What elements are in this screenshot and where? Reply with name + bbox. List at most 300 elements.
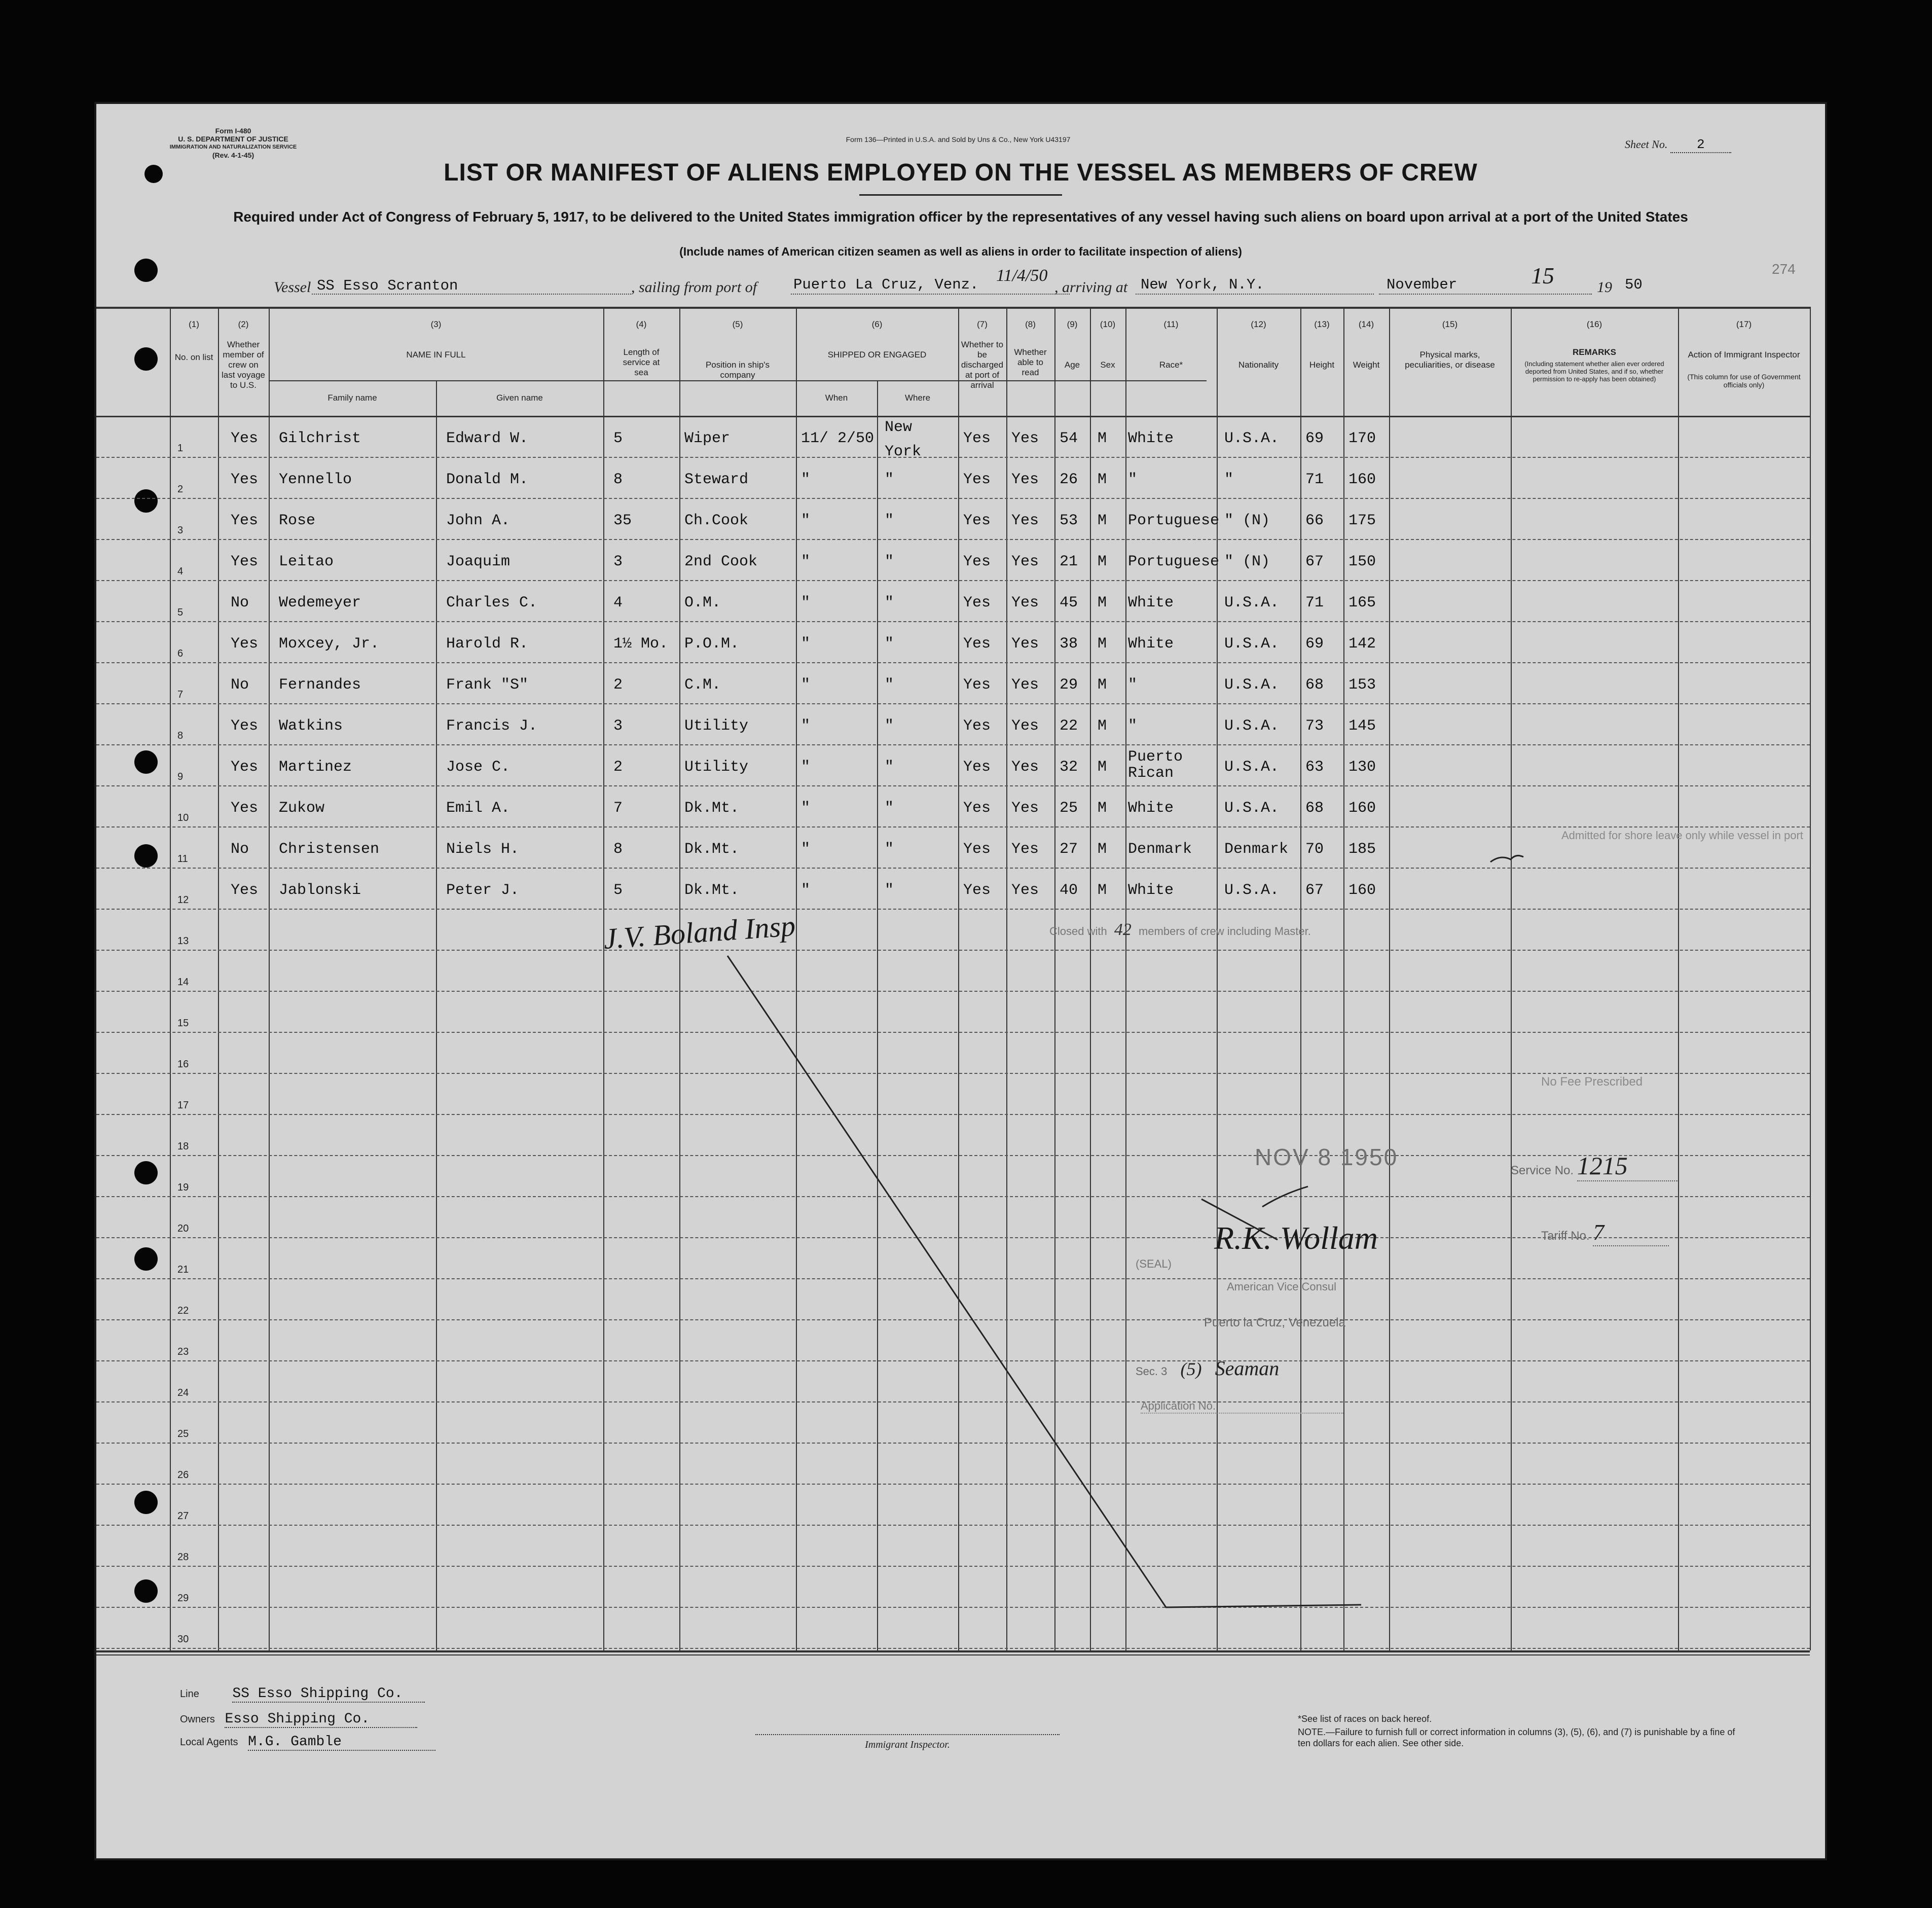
col-header-family: Family name: [327, 393, 377, 403]
height-cell: 66: [1305, 512, 1324, 529]
given-name-cell: Frank "S": [446, 676, 529, 694]
row-number: 13: [177, 935, 189, 947]
position-cell: C.M.: [684, 676, 721, 694]
able-to-read-cell: Yes: [1011, 553, 1039, 570]
able-to-read-cell: Yes: [1011, 635, 1039, 653]
row-number: 6: [177, 648, 184, 659]
shipped-when-cell: ": [801, 800, 811, 817]
last-voyage-cell: No: [231, 841, 249, 858]
shipped-where-cell: ": [885, 800, 894, 817]
able-to-read-cell: Yes: [1011, 594, 1039, 611]
height-cell: 67: [1305, 553, 1324, 570]
family-name-cell: Wedemeyer: [279, 594, 361, 611]
col-header-remarks-note: (Including statement whether alien ever ordered deported from United States, and if so, whether permission to re-apply has been obtained): [1524, 360, 1664, 383]
row-number: 4: [177, 566, 184, 577]
row-number: 24: [177, 1387, 189, 1398]
able-to-read-cell: Yes: [1011, 717, 1039, 735]
weight-cell: 142: [1348, 635, 1376, 653]
given-name-cell: Edward W.: [446, 430, 529, 447]
agents-label: Local Agents: [180, 1737, 238, 1748]
service-cell: 7: [613, 800, 623, 817]
row-number: 1: [177, 443, 184, 454]
position-cell: Dk.Mt.: [684, 882, 740, 899]
shipped-when-cell: 11/ 2/50: [801, 430, 874, 447]
age-cell: 29: [1060, 676, 1078, 694]
shipped-when-cell: ": [801, 676, 811, 694]
last-voyage-cell: Yes: [231, 635, 259, 653]
discharged-cell: Yes: [963, 717, 991, 735]
col-header-last-voyage: Whether member of crew on last voyage to U.S.: [222, 340, 265, 390]
col-number: (13): [1314, 319, 1330, 329]
age-cell: 40: [1060, 882, 1078, 899]
col-number: (7): [977, 319, 988, 329]
no-fee-stamp: No Fee Prescribed: [1541, 1075, 1643, 1089]
weight-cell: 160: [1348, 882, 1376, 899]
discharged-cell: Yes: [963, 676, 991, 694]
nationality-cell: U.S.A.: [1224, 594, 1280, 611]
shipped-where-cell: ": [885, 635, 894, 653]
arrival-year: 50: [1625, 276, 1643, 293]
last-voyage-cell: Yes: [231, 882, 259, 899]
col-header-action: Action of Immigrant Inspector: [1688, 350, 1800, 359]
age-cell: 25: [1060, 800, 1078, 817]
row-number: 11: [177, 853, 188, 865]
sex-cell: M: [1098, 759, 1107, 776]
service-cell: 35: [613, 512, 632, 529]
col-number: (2): [238, 319, 249, 329]
given-name-cell: Peter J.: [446, 882, 520, 899]
position-cell: Wiper: [684, 430, 731, 447]
sailing-label: , sailing from port of: [631, 279, 757, 296]
printer-line: Form 136—Printed in U.S.A. and Sold by Uns & Co., New York U43197: [846, 135, 1071, 143]
owners-value: Esso Shipping Co.: [225, 1711, 417, 1728]
row-number: 5: [177, 607, 184, 618]
last-voyage-cell: Yes: [231, 553, 259, 570]
nationality-cell: U.S.A.: [1224, 800, 1280, 817]
sheet-label: Sheet No.: [1625, 138, 1668, 151]
row-number: 8: [177, 730, 184, 741]
given-name-cell: Jose C.: [446, 759, 511, 776]
col-number: (9): [1067, 319, 1078, 329]
discharged-cell: Yes: [963, 635, 991, 653]
family-name-cell: Fernandes: [279, 676, 361, 694]
given-name-cell: Francis J.: [446, 717, 538, 735]
weight-cell: 130: [1348, 759, 1376, 776]
sec-signature: Seaman: [1215, 1357, 1280, 1380]
row-number: 12: [177, 894, 189, 906]
seal-label: (SEAL): [1136, 1257, 1172, 1270]
application-label: Application No.: [1141, 1399, 1343, 1414]
shipped-where-cell: ": [885, 512, 894, 529]
sex-cell: M: [1098, 841, 1107, 858]
service-number: 1215: [1577, 1151, 1679, 1181]
position-cell: O.M.: [684, 594, 721, 611]
nationality-cell: U.S.A.: [1224, 882, 1280, 899]
discharged-cell: Yes: [963, 882, 991, 899]
row-number: 22: [177, 1305, 189, 1316]
sex-cell: M: [1098, 471, 1107, 488]
year-prefix: 19: [1597, 279, 1612, 296]
given-name-cell: Donald M.: [446, 471, 529, 488]
discharged-cell: Yes: [963, 759, 991, 776]
race-cell: White: [1128, 800, 1174, 817]
able-to-read-cell: Yes: [1011, 430, 1039, 447]
discharged-cell: Yes: [963, 841, 991, 858]
row-number: 10: [177, 812, 189, 823]
discharged-cell: Yes: [963, 471, 991, 488]
nationality-cell: U.S.A.: [1224, 759, 1280, 776]
weight-cell: 175: [1348, 512, 1376, 529]
weight-cell: 185: [1348, 841, 1376, 858]
sheet-number: 2: [1670, 137, 1731, 153]
discharged-cell: Yes: [963, 512, 991, 529]
row-number: 28: [177, 1552, 189, 1563]
last-voyage-cell: Yes: [231, 471, 259, 488]
given-name-cell: John A.: [446, 512, 511, 529]
shipped-when-cell: ": [801, 841, 811, 858]
weight-cell: 150: [1348, 553, 1376, 570]
height-cell: 67: [1305, 882, 1324, 899]
sex-cell: M: [1098, 676, 1107, 694]
height-cell: 68: [1305, 676, 1324, 694]
race-cell: Denmark: [1128, 841, 1192, 858]
row-number: 27: [177, 1510, 189, 1522]
shipped-when-cell: ": [801, 553, 811, 570]
able-to-read-cell: Yes: [1011, 471, 1039, 488]
position-cell: P.O.M.: [684, 635, 740, 653]
sex-cell: M: [1098, 430, 1107, 447]
shipped-where-cell: ": [885, 882, 894, 899]
arrival-port: New York, N.Y.: [1141, 276, 1264, 293]
col-number: (6): [871, 319, 883, 329]
row-number: 19: [177, 1182, 189, 1193]
manifest-sheet: [96, 104, 1825, 1858]
row-number: 29: [177, 1593, 189, 1604]
last-voyage-cell: Yes: [231, 800, 259, 817]
subtitle: Required under Act of Congress of February 5, 1917, to be delivered to the United States immigration officer by the representatives of any vessel having such aliens on board upon arrival at a port of the United States: [233, 209, 1688, 225]
shipped-when-cell: ": [801, 594, 811, 611]
service-label: Service No.: [1511, 1164, 1574, 1177]
sex-cell: M: [1098, 882, 1107, 899]
family-name-cell: Martinez: [279, 759, 352, 776]
shipped-where-cell: ": [885, 841, 894, 858]
age-cell: 53: [1060, 512, 1078, 529]
dept-line: (Rev. 4-1-45): [212, 151, 254, 159]
given-name-cell: Harold R.: [446, 635, 529, 653]
position-cell: Steward: [684, 471, 749, 488]
position-cell: Dk.Mt.: [684, 841, 740, 858]
family-name-cell: Moxcey, Jr.: [279, 635, 380, 653]
sex-cell: M: [1098, 512, 1107, 529]
col-header-remarks: REMARKS: [1573, 347, 1616, 357]
family-name-cell: Yennello: [279, 471, 352, 488]
row-number: 18: [177, 1141, 189, 1152]
family-name-cell: Zukow: [279, 800, 325, 817]
col-number: (11): [1163, 319, 1179, 329]
col-number: (12): [1251, 319, 1266, 329]
shipped-when-cell: ": [801, 882, 811, 899]
row-number: 30: [177, 1634, 189, 1645]
subtitle-note: (Include names of American citizen seamen as well as aliens in order to facilitate inspection of aliens): [679, 245, 1242, 258]
age-cell: 22: [1060, 717, 1078, 735]
vessel-label: Vessel: [274, 279, 311, 296]
col-header-age: Age: [1064, 360, 1080, 370]
height-cell: 68: [1305, 800, 1324, 817]
consul-place: Puerto la Cruz, Venezuela: [1204, 1316, 1345, 1329]
position-cell: Utility: [684, 717, 749, 735]
col-header-sex: Sex: [1100, 360, 1115, 370]
consul-flourish: [96, 104, 1825, 1858]
sex-cell: M: [1098, 717, 1107, 735]
weight-cell: 160: [1348, 471, 1376, 488]
discharged-cell: Yes: [963, 430, 991, 447]
col-number: (17): [1736, 319, 1752, 329]
nationality-cell: " (N): [1224, 512, 1270, 529]
family-name-cell: Christensen: [279, 841, 380, 858]
line-label: Line: [180, 1688, 199, 1700]
height-cell: 71: [1305, 594, 1324, 611]
weight-cell: 165: [1348, 594, 1376, 611]
discharged-cell: Yes: [963, 553, 991, 570]
col-header-read: Whether able to read: [1014, 347, 1047, 377]
position-cell: Dk.Mt.: [684, 800, 740, 817]
col-header-name: NAME IN FULL: [406, 350, 466, 359]
row-number: 7: [177, 689, 184, 700]
col-number: (10): [1100, 319, 1116, 329]
remarks-stamp: Admitted for shore leave only while vessel in port: [1561, 829, 1803, 842]
race-cell: White: [1128, 882, 1174, 899]
col-number: (1): [189, 319, 199, 329]
agents-value: M.G. Gamble: [248, 1734, 435, 1751]
date-stamp: NOV 8 1950: [1255, 1144, 1399, 1170]
nationality-cell: " (N): [1224, 553, 1270, 570]
closed-text: members of crew including Master.: [1138, 925, 1311, 938]
service-cell: 3: [613, 717, 623, 735]
dept-line: IMMIGRATION AND NATURALIZATION SERVICE: [169, 144, 297, 150]
service-cell: 2: [613, 676, 623, 694]
sailing-date: 11/4/50: [996, 266, 1048, 285]
row-number: 14: [177, 977, 189, 988]
consul-title: American Vice Consul: [1227, 1280, 1337, 1293]
col-header-race: Race*: [1159, 360, 1183, 370]
able-to-read-cell: Yes: [1011, 676, 1039, 694]
row-number: 21: [177, 1264, 189, 1275]
age-cell: 21: [1060, 553, 1078, 570]
owners-label: Owners: [180, 1714, 215, 1725]
position-cell: Ch.Cook: [684, 512, 749, 529]
family-name-cell: Rose: [279, 512, 316, 529]
col-header-action-note: (This column for use of Government officials only): [1687, 373, 1801, 389]
race-cell: ": [1128, 471, 1138, 488]
shipped-where-cell: ": [885, 594, 894, 611]
weight-cell: 145: [1348, 717, 1376, 735]
page-title: LIST OR MANIFEST OF ALIENS EMPLOYED ON THE VESSEL AS MEMBERS OF CREW: [444, 159, 1478, 186]
family-name-cell: Leitao: [279, 553, 334, 570]
race-cell: ": [1128, 676, 1138, 694]
able-to-read-cell: Yes: [1011, 882, 1039, 899]
age-cell: 45: [1060, 594, 1078, 611]
dept-line: U. S. DEPARTMENT OF JUSTICE: [178, 135, 288, 143]
nationality-cell: U.S.A.: [1224, 635, 1280, 653]
given-name-cell: Joaquim: [446, 553, 511, 570]
row-number: 3: [177, 525, 184, 536]
race-cell: Puerto Rican: [1128, 748, 1183, 782]
races-note: *See list of races on back hereof.: [1298, 1714, 1432, 1724]
race-cell: White: [1128, 594, 1174, 611]
race-cell: ": [1128, 717, 1138, 735]
col-number: (8): [1025, 319, 1036, 329]
service-cell: 1½ Mo.: [613, 635, 669, 653]
nationality-cell: U.S.A.: [1224, 676, 1280, 694]
sec-label: Sec. 3: [1136, 1365, 1168, 1378]
last-voyage-cell: Yes: [231, 512, 259, 529]
col-number: (15): [1442, 319, 1458, 329]
col-header-service: Length of service at sea: [623, 347, 660, 377]
able-to-read-cell: Yes: [1011, 512, 1039, 529]
service-cell: 5: [613, 430, 623, 447]
sex-cell: M: [1098, 553, 1107, 570]
nationality-cell: U.S.A.: [1224, 430, 1280, 447]
given-name-cell: Niels H.: [446, 841, 520, 858]
shipped-when-cell: ": [801, 717, 811, 735]
col-header-shipped: SHIPPED OR ENGAGED: [827, 350, 927, 359]
row-number: 9: [177, 771, 184, 782]
col-header-nationality: Nationality: [1238, 360, 1279, 370]
col-header-weight: Weight: [1353, 360, 1380, 370]
shipped-when-cell: ": [801, 512, 811, 529]
tariff-label: Tariff No.: [1541, 1229, 1590, 1243]
closed-text: Closed with: [1049, 925, 1107, 938]
row-number: 25: [177, 1428, 189, 1439]
last-voyage-cell: Yes: [231, 717, 259, 735]
col-number: (5): [732, 319, 743, 329]
col-header-when: When: [825, 393, 848, 403]
discharged-cell: Yes: [963, 800, 991, 817]
race-cell: Portuguese: [1128, 512, 1220, 529]
col-header-height: Height: [1309, 360, 1335, 370]
inspector-signature: J.V. Boland Insp: [602, 909, 796, 956]
family-name-cell: Gilchrist: [279, 430, 361, 447]
service-cell: 2: [613, 759, 623, 776]
col-header-given: Given name: [496, 393, 543, 403]
sec-value: (5): [1180, 1359, 1202, 1379]
last-voyage-cell: No: [231, 594, 249, 611]
col-header-discharged: Whether to be discharged at port of arrival: [961, 340, 1004, 390]
shipped-where-cell: ": [885, 471, 894, 488]
weight-cell: 170: [1348, 430, 1376, 447]
service-cell: 8: [613, 471, 623, 488]
corner-number: 274: [1772, 261, 1796, 277]
shipped-where-cell: ": [885, 759, 894, 776]
line-value: SS Esso Shipping Co.: [232, 1686, 425, 1703]
row-number: 20: [177, 1223, 189, 1234]
position-cell: 2nd Cook: [684, 553, 758, 570]
col-header-no: No. on list: [174, 352, 213, 362]
col-header-position: Position in ship's company: [705, 360, 770, 380]
family-name-cell: Watkins: [279, 717, 343, 735]
age-cell: 32: [1060, 759, 1078, 776]
row-number: 23: [177, 1346, 189, 1357]
sex-cell: M: [1098, 800, 1107, 817]
col-header-where: Where: [904, 393, 931, 403]
last-voyage-cell: Yes: [231, 430, 259, 447]
nationality-cell: Denmark: [1224, 841, 1289, 858]
height-cell: 70: [1305, 841, 1324, 858]
col-number: (4): [636, 319, 647, 329]
age-cell: 38: [1060, 635, 1078, 653]
consul-signature: R.K. Wollam: [1214, 1220, 1378, 1256]
service-cell: 8: [613, 841, 623, 858]
arrival-month: November: [1387, 276, 1457, 293]
shipped-when-cell: ": [801, 471, 811, 488]
shipped-where-cell: ": [885, 553, 894, 570]
tariff-number: 7: [1593, 1219, 1669, 1246]
row-number: 2: [177, 484, 184, 495]
position-cell: Utility: [684, 759, 749, 776]
given-name-cell: Emil A.: [446, 800, 511, 817]
port-name: Puerto La Cruz, Venz.: [793, 276, 979, 293]
row-number: 17: [177, 1100, 189, 1111]
row-number: 16: [177, 1059, 189, 1070]
col-number: (3): [430, 319, 442, 329]
height-cell: 63: [1305, 759, 1324, 776]
inspector-label: Immigrant Inspector.: [865, 1739, 950, 1750]
height-cell: 69: [1305, 430, 1324, 447]
shipped-where-cell: ": [885, 676, 894, 694]
able-to-read-cell: Yes: [1011, 759, 1039, 776]
family-name-cell: Jablonski: [279, 882, 361, 899]
weight-cell: 153: [1348, 676, 1376, 694]
age-cell: 54: [1060, 430, 1078, 447]
vessel-name: SS Esso Scranton: [317, 277, 458, 294]
weight-cell: 160: [1348, 800, 1376, 817]
arriving-label: , arriving at: [1054, 279, 1128, 296]
shipped-where-cell: New York: [885, 419, 922, 460]
col-number: (16): [1586, 319, 1602, 329]
height-cell: 69: [1305, 635, 1324, 653]
form-id: Form I-480: [215, 127, 251, 135]
race-cell: White: [1128, 635, 1174, 653]
row-number: 15: [177, 1018, 189, 1029]
inspector-sign-line: [755, 1734, 1060, 1735]
shipped-when-cell: ": [801, 759, 811, 776]
service-cell: 5: [613, 882, 623, 899]
row-number: 26: [177, 1469, 189, 1481]
shipped-where-cell: ": [885, 717, 894, 735]
sex-cell: M: [1098, 635, 1107, 653]
last-voyage-cell: No: [231, 676, 249, 694]
race-cell: Portuguese: [1128, 553, 1220, 570]
race-cell: White: [1128, 430, 1174, 447]
fine-note: NOTE.—Failure to furnish full or correct information in columns (3), (5), (6), and (7) is punishable by a fine of ten dollars for each alien. See other side.: [1298, 1727, 1735, 1748]
able-to-read-cell: Yes: [1011, 841, 1039, 858]
col-number: (14): [1358, 319, 1374, 329]
height-cell: 71: [1305, 471, 1324, 488]
age-cell: 27: [1060, 841, 1078, 858]
shipped-when-cell: ": [801, 635, 811, 653]
last-voyage-cell: Yes: [231, 759, 259, 776]
age-cell: 26: [1060, 471, 1078, 488]
arrival-day: 15: [1531, 263, 1554, 289]
service-cell: 3: [613, 553, 623, 570]
closed-count: 42: [1114, 920, 1132, 939]
service-cell: 4: [613, 594, 623, 611]
given-name-cell: Charles C.: [446, 594, 538, 611]
height-cell: 73: [1305, 717, 1324, 735]
able-to-read-cell: Yes: [1011, 800, 1039, 817]
col-header-physical: Physical marks, peculiarities, or disease: [1405, 350, 1495, 370]
nationality-cell: U.S.A.: [1224, 717, 1280, 735]
